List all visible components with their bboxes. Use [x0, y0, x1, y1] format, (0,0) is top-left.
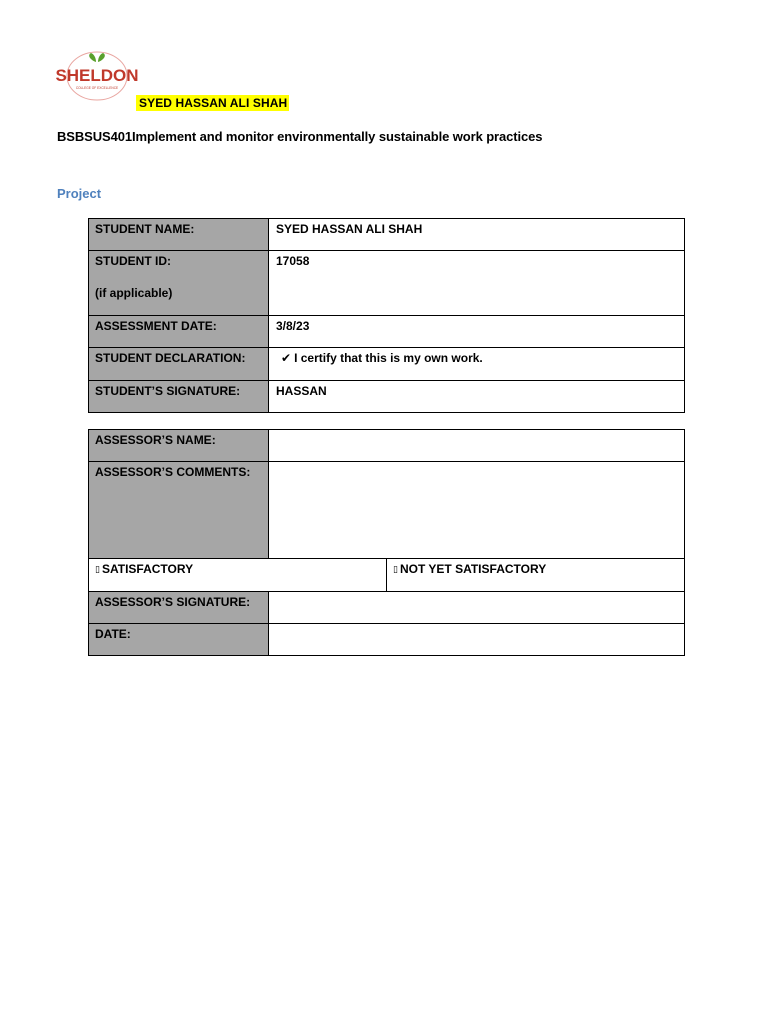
- student-id-value-cell[interactable]: [269, 251, 685, 316]
- assessment-date-value: 3/8/23: [276, 319, 310, 333]
- student-signature-value: HASSAN: [276, 384, 327, 398]
- not-yet-satisfactory-option[interactable]: [387, 559, 685, 592]
- table-row: [89, 251, 685, 316]
- student-declaration-label: STUDENT DECLARATION:: [95, 351, 246, 365]
- student-signature-value-cell[interactable]: [269, 381, 685, 413]
- assessor-name-field[interactable]: [269, 430, 685, 462]
- student-name-value-cell[interactable]: [269, 219, 685, 251]
- assessor-table: [88, 429, 685, 656]
- satisfactory-option-wrap: [89, 559, 386, 578]
- student-name-highlight: SYED HASSAN ALI SHAH: [136, 95, 289, 111]
- leaf-right-icon: [98, 53, 105, 62]
- student-declaration-value-cell[interactable]: [269, 348, 685, 381]
- student-name-label: STUDENT NAME:: [95, 222, 195, 236]
- table-row: [89, 348, 685, 381]
- student-signature-label: STUDENT’S SIGNATURE:: [95, 384, 241, 398]
- sheldon-logo-graphic: [55, 50, 139, 102]
- assessor-comments-label: ASSESSOR’S COMMENTS:: [95, 465, 251, 479]
- table-row: [89, 381, 685, 413]
- assessment-date-value-cell[interactable]: [269, 316, 685, 348]
- date-value: [269, 624, 684, 626]
- table-row: [89, 624, 685, 656]
- student-declaration-value-wrap: [269, 348, 684, 366]
- assessor-comments-field[interactable]: [269, 462, 685, 559]
- table-row: [89, 592, 685, 624]
- satisfactory-label: SATISFACTORY: [101, 562, 194, 576]
- student-name-value: SYED HASSAN ALI SHAH: [276, 222, 423, 236]
- assessment-date-label-cell: [89, 316, 269, 348]
- student-id-sublabel: (if applicable): [95, 286, 173, 300]
- logo-text: SHELDON: [55, 66, 139, 85]
- student-name-label-cell: [89, 219, 269, 251]
- table-row: [89, 559, 685, 592]
- date-field[interactable]: [269, 624, 685, 656]
- date-label: DATE:: [95, 627, 131, 641]
- student-signature-label-cell: [89, 381, 269, 413]
- checkbox-icon[interactable]: ▯: [393, 565, 398, 575]
- assessor-signature-label-cell: [89, 592, 269, 624]
- unit-title: BSBSUS401Implement and monitor environmentally sustainable work practices: [57, 129, 543, 144]
- date-label-cell: [89, 624, 269, 656]
- table-row: [89, 462, 685, 559]
- student-id-value: 17058: [276, 254, 310, 268]
- checkbox-icon[interactable]: ▯: [95, 565, 100, 575]
- sheldon-logo: [55, 50, 139, 102]
- student-id-label-cell: [89, 251, 269, 316]
- logo-tagline: COLLEGE OF EXCELLENCE: [75, 86, 119, 90]
- not-yet-satisfactory-label: NOT YET SATISFACTORY: [399, 562, 547, 576]
- assessor-comments-label-cell: [89, 462, 269, 559]
- assessor-comments-value: [269, 462, 684, 464]
- assessment-date-label: ASSESSMENT DATE:: [95, 319, 217, 333]
- table-row: [89, 430, 685, 462]
- assessor-signature-value: [269, 592, 684, 594]
- not-yet-satisfactory-option-wrap: [387, 559, 684, 578]
- student-declaration-value: I certify that this is my own work.: [294, 351, 483, 365]
- satisfactory-option[interactable]: [89, 559, 387, 592]
- assessor-signature-label: ASSESSOR’S SIGNATURE:: [95, 595, 251, 609]
- assessor-name-label: ASSESSOR’S NAME:: [95, 433, 216, 447]
- table-row: [89, 219, 685, 251]
- table-row: [89, 316, 685, 348]
- checkmark-icon: ✔: [281, 351, 292, 365]
- section-heading: Project: [57, 186, 102, 201]
- leaf-left-icon: [89, 53, 96, 62]
- student-declaration-label-cell: [89, 348, 269, 381]
- student-details-table: [88, 218, 685, 413]
- assessor-name-value: [269, 430, 684, 432]
- assessor-signature-field[interactable]: [269, 592, 685, 624]
- assessor-name-label-cell: [89, 430, 269, 462]
- student-id-label: STUDENT ID:: [95, 254, 171, 268]
